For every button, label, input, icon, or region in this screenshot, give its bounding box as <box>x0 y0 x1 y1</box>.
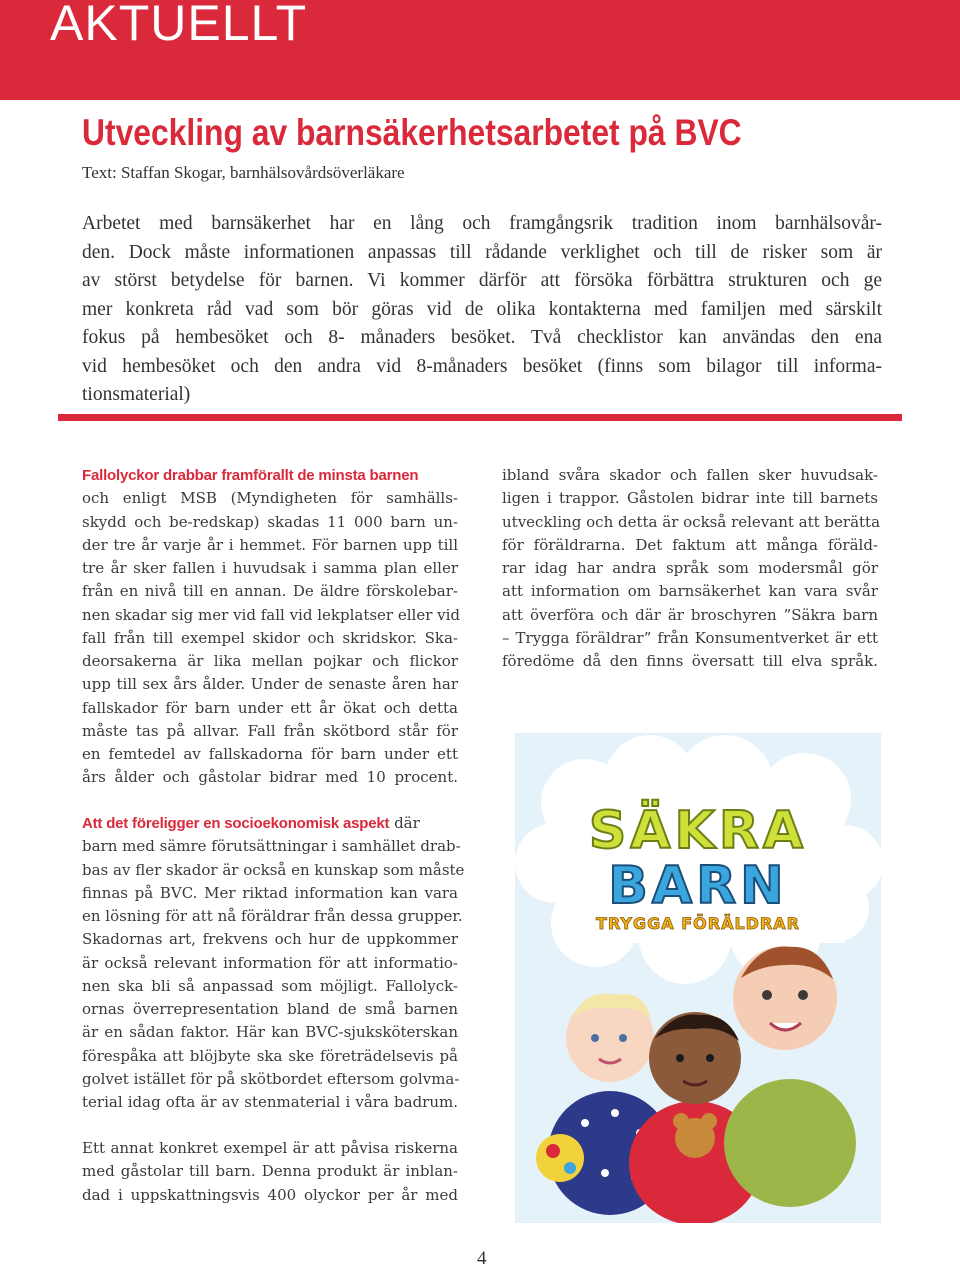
body-line: deorsakerna är lika mellan pojkar och flickor <box>82 652 458 670</box>
brochure-illustration <box>515 733 881 1223</box>
body-line: är en sådan faktor. Här kan BVC-sjuksköterskan <box>82 1023 458 1042</box>
body-line: barn med sämre förutsättningar i samhället drab- <box>82 837 461 856</box>
body-line: finnas på BVC. Mer riktad information kan vara <box>82 883 458 902</box>
intro-line: vid hembesöket och den andra vid 8-månaders besöket (finns som bilagor till informa- <box>82 355 882 377</box>
section-divider <box>58 414 902 421</box>
body-line: är också relevant information för att informatio- <box>82 953 458 972</box>
brochure-subtitle: TRYGGA FÖRÄLDRAR <box>596 914 800 933</box>
body-line: nen skadar sig mer vid fall vid lekplatser eller vid <box>82 605 461 624</box>
body-line: utveckling och detta är också relevant att berätta <box>502 512 881 531</box>
body-line: års ålder och gåstolar bidrar med 10 procent. <box>82 768 458 787</box>
intro-line: mer konkreta råd vad som bör göras vid de olika kontakterna med familjen med särskilt <box>82 298 882 320</box>
paragraph-lead-suffix: där <box>389 814 420 832</box>
body-line: en femtedel av fallskadorna för barn under ett <box>82 745 458 763</box>
body-line: fallskador för barn under ett år ökat och detta <box>82 698 458 717</box>
intro-line: den. Dock måste informationen anpassas till rådande verklighet och till de risker som är <box>82 241 882 263</box>
body-line: Ett annat konkret exempel är att påvisa riskerna <box>82 1139 458 1157</box>
body-line: föredöme då den finns översatt till elva språk. <box>502 652 878 670</box>
section-header-band <box>0 0 960 100</box>
left-column-paragraph-socioeconomic <box>82 812 465 1114</box>
body-line: att information om barnsäkerhet kan vara svår <box>502 582 878 601</box>
paragraph-lead-line <box>82 812 458 835</box>
body-line: Skadornas art, frekvens och hur de uppkommer <box>82 930 458 949</box>
page-number: 4 <box>477 1248 487 1267</box>
article-title: Utveckling av barnsäkerhetsarbetet på BVC <box>82 112 742 153</box>
body-line: och enligt MSB (Myndigheten för samhälls- <box>82 489 458 508</box>
body-line: nen ska bli så anpassad som möjligt. Fallolyck- <box>82 976 458 995</box>
body-line: dad i uppskattningsvis 400 olyckor per år med <box>82 1185 458 1204</box>
right-column-paragraph <box>502 464 881 673</box>
brochure-title-line1: SÄKRA <box>588 801 808 861</box>
body-line: en lösning för att nå föräldrar från dessa grupper. <box>82 907 463 925</box>
body-line: att överföra och där är broschyren ”Säkra barn <box>502 605 878 624</box>
body-line: – Trygga föräldrar” från Konsumentverket är ett <box>502 628 878 647</box>
body-line: der tre år varje år i hemmet. För barnen upp till <box>82 535 458 554</box>
body-line: för föräldrarna. Det faktum att många föräld- <box>502 535 878 554</box>
body-line: bas av fler skador är också en kunskap som måste <box>82 860 465 879</box>
intro-line: av störst betydelse för barnen. Vi kommer därför att försöka förbättra strukturen och ge <box>82 270 882 291</box>
intro-line: tionsmaterial) <box>82 384 191 405</box>
body-line: från en nivå till en annan. De äldre förskolebar- <box>82 582 458 601</box>
article-byline: Text: Staffan Skogar, barnhälsovårdsöverläkare <box>82 163 405 182</box>
paragraph-lead-heading: Fallolyckor drabbar framförallt de minsta barnen <box>82 467 419 484</box>
brochure-cover-image <box>515 733 881 1223</box>
body-line: ibland svåra skador och fallen sker huvudsak- <box>502 466 878 484</box>
section-label: AKTUELLT <box>50 0 308 51</box>
body-line: rar idag har andra språk som modersmål gör <box>502 559 878 577</box>
intro-line: Arbetet med barnsäkerhet har en lång och framgångsrik tradition inom barnhälsovår- <box>82 213 882 234</box>
left-column-paragraph-walkers <box>82 1137 458 1207</box>
body-line: måste tas på allvar. Fall från skötbord står för <box>82 721 458 740</box>
body-line: tre år sker fallen i huvudsak i samma plan eller <box>82 559 458 577</box>
intro-line: fokus på hembesöket och 8- månaders besöket. Två checklistor kan användas den ena <box>82 327 882 348</box>
left-column-paragraph-falls <box>82 464 461 790</box>
body-line: terial idag ofta är av stenmaterial i våra badrum. <box>82 1093 458 1111</box>
article-intro <box>82 210 882 410</box>
body-line: med gåstolar till barn. Denna produkt är inblan- <box>82 1162 458 1181</box>
brochure-title-line2: BARN <box>608 856 788 916</box>
body-line: fall från till exempel skidor och skridskor. Ska- <box>82 628 458 647</box>
body-line: förespåka att blöjbyte ska ske företrädelsevis på <box>82 1046 458 1065</box>
body-line: ornas överrepresentation bland de små barnen <box>82 1000 458 1018</box>
body-line: upp till sex års ålder. Under de senaste åren har <box>82 675 458 694</box>
body-line: ligen i trappor. Gåstolen bidrar inte till barnets <box>502 489 878 508</box>
body-line: skydd och be-redskap) skadas 11 000 barn un- <box>82 512 458 531</box>
body-line: golvet istället för på skötbordet eftersom golvma- <box>82 1069 460 1088</box>
paragraph-lead-heading: Att det föreligger en socioekonomisk aspekt <box>82 815 390 832</box>
